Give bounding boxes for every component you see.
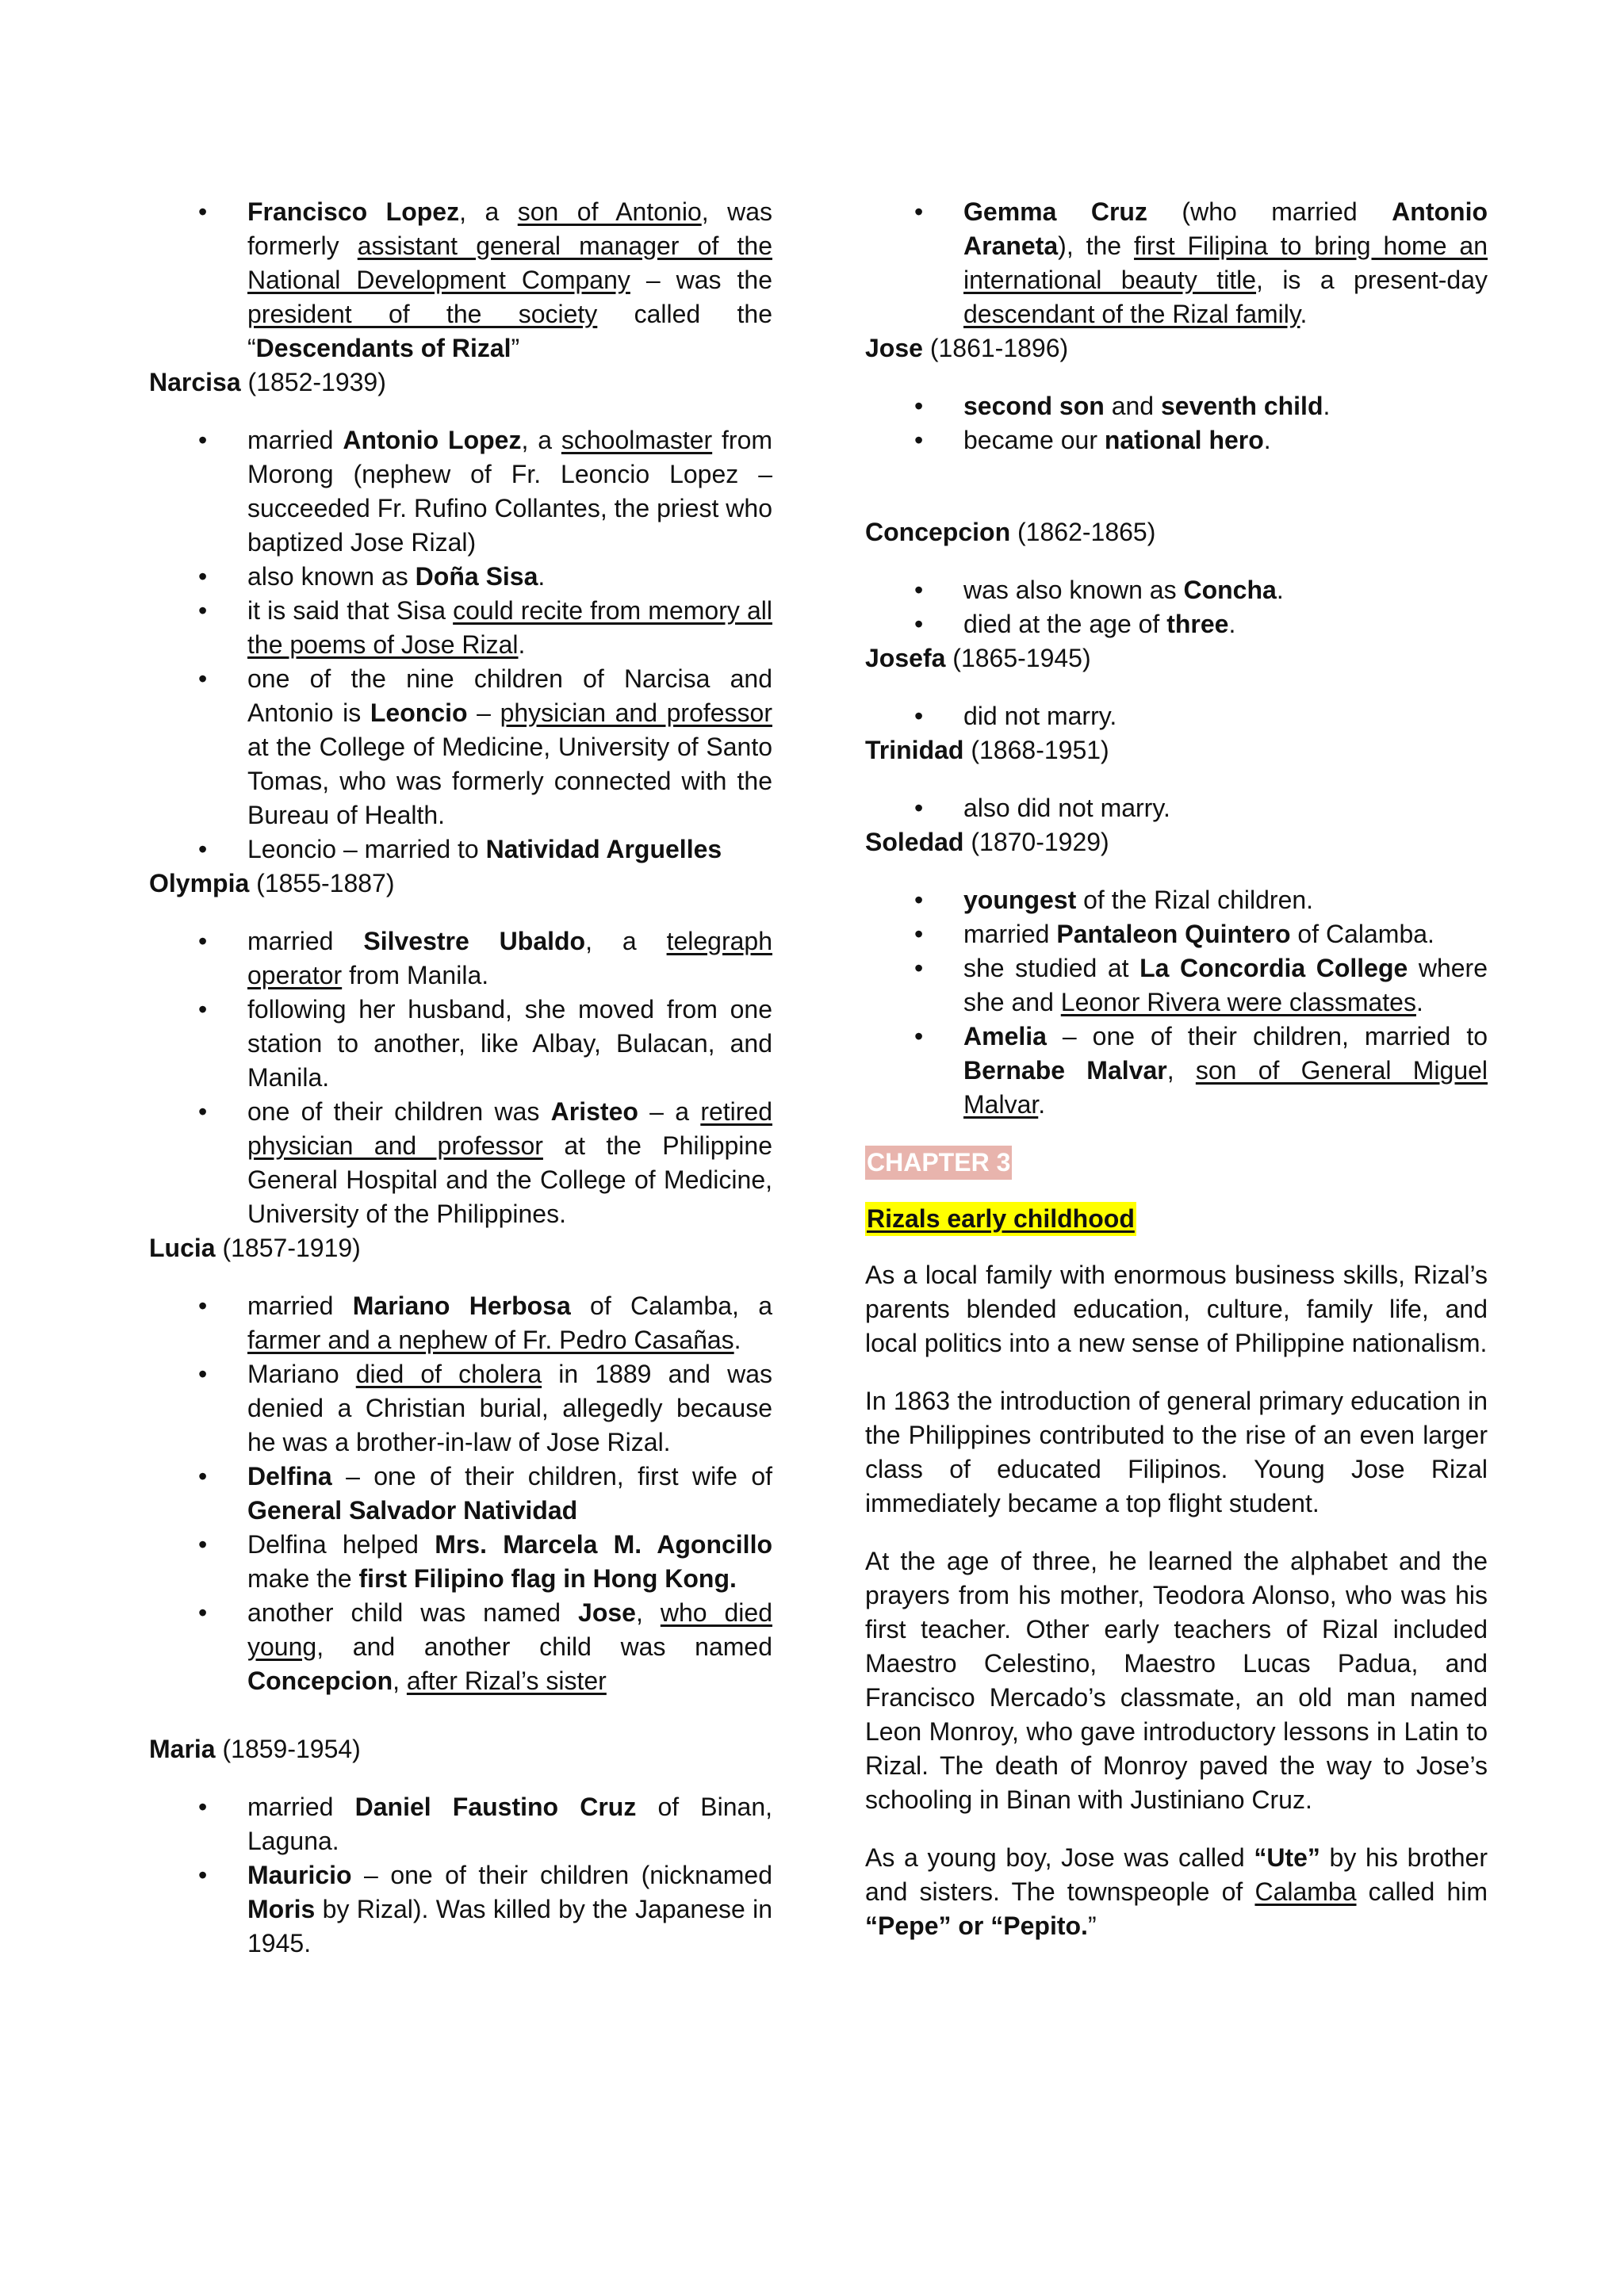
narcisa-list [149, 423, 772, 867]
concepcion-list [865, 573, 1488, 641]
lucia-list [149, 1289, 772, 1698]
list-item: • second son and seventh child. [865, 389, 1488, 423]
sibling-header-trinidad: Trinidad (1868-1951) [865, 736, 1109, 764]
list-item: • married Daniel Faustino Cruz of Binan, Laguna. [149, 1790, 772, 1858]
trinidad-list [865, 791, 1488, 825]
spacer [865, 457, 1488, 492]
list-item: • also did not marry. [865, 791, 1488, 825]
francisco-list [149, 195, 772, 365]
spacer [865, 492, 1488, 515]
list-item: • it is said that Sisa could recite from memory all the poems of Jose Rizal. [149, 594, 772, 662]
left-column [149, 195, 772, 1961]
right-column [865, 195, 1488, 1967]
paragraph: In 1863 the introduction of general primary education in the Philippines contributed to the rise of an even larger class of educated Filipinos. Young Jose Rizal immediately became a top flight student. [865, 1387, 1488, 1517]
list-item: • one of their children was Aristeo – a retired physician and professor at the Philippine General Hospital and the College of Medicine, University of the Philippines. [149, 1095, 772, 1231]
sibling-header-olympia: Olympia (1855-1887) [149, 869, 395, 897]
list-item: • Amelia – one of their children, married to Bernabe Malvar, son of General Miguel Malvar. [865, 1020, 1488, 1122]
sibling-header-narcisa: Narcisa (1852-1939) [149, 368, 386, 396]
list-item: • she studied at La Concordia College where she and Leonor Rivera were classmates. [865, 951, 1488, 1020]
list-item: • Delfina – one of their children, first wife of General Salvador Natividad [149, 1460, 772, 1528]
list-item: • married Mariano Herbosa of Calamba, a farmer and a nephew of Fr. Pedro Casañas. [149, 1289, 772, 1357]
maria-list [149, 1790, 772, 1961]
josefa-list [865, 699, 1488, 733]
paragraph: At the age of three, he learned the alphabet and the prayers from his mother, Teodora Alonso, who was his first teacher. Other early teachers of Rizal included Maestro Celestino, Maestro Lucas Padua, and Francisco Mercado’s classmate, an old man named Leon Monroy, who gave introductory lessons in Latin to Rizal. The death of Monroy paved the way to Jose’s schooling in Binan with Justiniano Cruz. [865, 1547, 1488, 1814]
soledad-list [865, 883, 1488, 1122]
list-item: • following her husband, she moved from one station to another, like Albay, Bulacan, and Manila. [149, 993, 772, 1095]
chapter-label: CHAPTER 3 [865, 1146, 1012, 1180]
list-item: • Delfina helped Mrs. Marcela M. Agoncillo make the first Filipino flag in Hong Kong. [149, 1528, 772, 1596]
list-item: • married Pantaleon Quintero of Calamba. [865, 917, 1488, 951]
section-title: Rizals early childhood [865, 1202, 1136, 1236]
list-item: • Mariano died of cholera in 1889 and was denied a Christian burial, allegedly because he was a brother-in-law of Jose Rizal. [149, 1357, 772, 1460]
list-item: • Francisco Lopez, a son of Antonio, was formerly assistant general manager of the National Development Company – was the president of the society called the “Descendants of Rizal” [149, 195, 772, 365]
list-item: • died at the age of three. [865, 607, 1488, 641]
list-item: • Mauricio – one of their children (nicknamed Moris by Rizal). Was killed by the Japanese in 1945. [149, 1858, 772, 1961]
list-item: • also known as Doña Sisa. [149, 560, 772, 594]
list-item: • did not marry. [865, 699, 1488, 733]
paragraph: As a local family with enormous business skills, Rizal’s parents blended education, culture, family life, and local politics into a new sense of Philippine nationalism. [865, 1261, 1488, 1357]
sibling-header-josefa: Josefa (1865-1945) [865, 644, 1091, 672]
list-item: • married Silvestre Ubaldo, a telegraph operator from Manila. [149, 924, 772, 993]
chapter-row [865, 1146, 1488, 1180]
sibling-header-maria: Maria (1859-1954) [149, 1735, 361, 1763]
sibling-header-soledad: Soledad (1870-1929) [865, 828, 1109, 856]
spacer [149, 1698, 772, 1732]
list-item: • another child was named Jose, who died young, and another child was named Concepcion, after Rizal’s sister [149, 1596, 772, 1698]
list-item: • youngest of the Rizal children. [865, 883, 1488, 917]
person-name: Francisco Lopez [247, 197, 460, 226]
sibling-header-concepcion: Concepcion (1862-1865) [865, 518, 1156, 546]
paragraph: As a young boy, Jose was called “Ute” by his brother and sisters. The townspeople of Calamba called him “Pepe” or “Pepito.” [865, 1843, 1488, 1940]
section-row [865, 1202, 1488, 1236]
olympia-list [149, 924, 772, 1231]
list-item: • was also known as Concha. [865, 573, 1488, 607]
jose-list [865, 389, 1488, 457]
sibling-header-jose: Jose (1861-1896) [865, 334, 1069, 362]
spacer [865, 1122, 1488, 1146]
list-item: • Gemma Cruz (who married Antonio Araneta), the first Filipina to bring home an international beauty title, is a present-day descendant of the Rizal family. [865, 195, 1488, 331]
gemma-list [865, 195, 1488, 331]
list-item: • Leoncio – married to Natividad Arguelles [149, 832, 772, 867]
list-item: • became our national hero. [865, 423, 1488, 457]
list-item: • married Antonio Lopez, a schoolmaster from Morong (nephew of Fr. Leoncio Lopez – succeeded Fr. Rufino Collantes, the priest who baptized Jose Rizal) [149, 423, 772, 560]
list-item: • one of the nine children of Narcisa and Antonio is Leoncio – physician and professor at the College of Medicine, University of Santo Tomas, who was formerly connected with the Bureau of Health. [149, 662, 772, 832]
sibling-header-lucia: Lucia (1857-1919) [149, 1234, 361, 1262]
